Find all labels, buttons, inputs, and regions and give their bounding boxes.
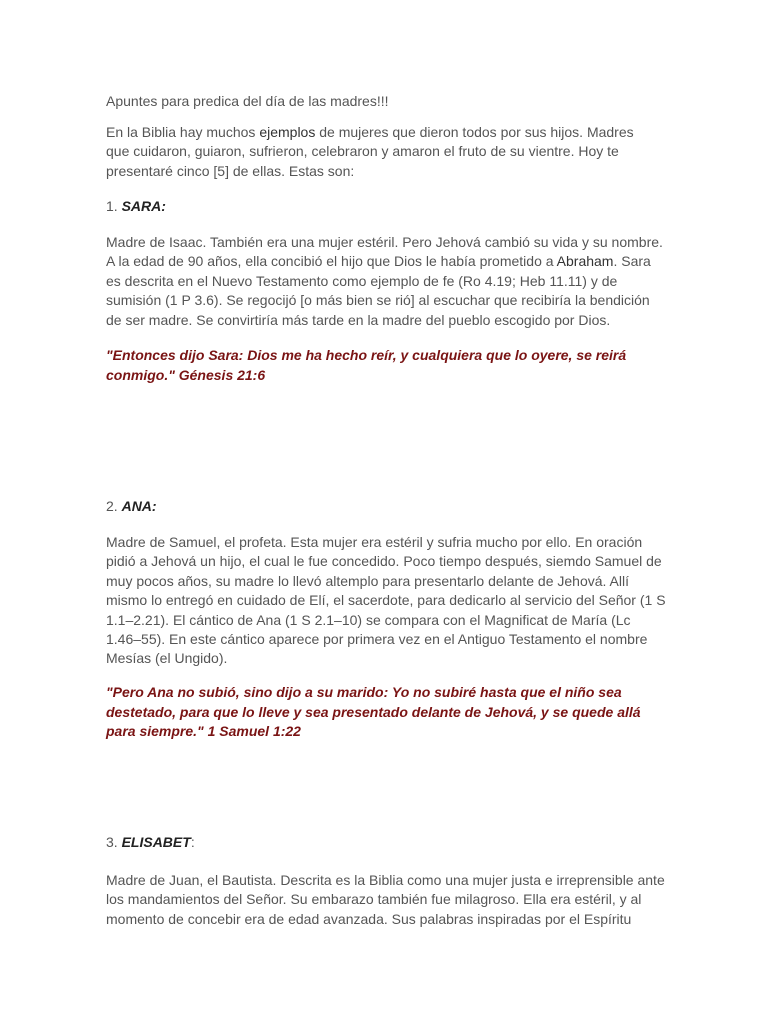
section-number: 1. [106,198,118,214]
body-text-after: . Sara es descrita en el Nuevo Testamento como ejemplo de fe (Ro 4.19; Heb 11.11) y de sumisión (1 P 3.6). Se regocijó [o más bien se rió] al escuchar que recibiría la bendición de ser madre. Se convirtiría más tarde en la madre del pueblo escogido por Dios. [106,253,651,328]
intro-highlight-link[interactable]: ejemplos [259,124,316,140]
title-text: Apuntes para predica del día de las madres!!! [106,93,389,109]
body-text: Madre de Isaac. También era una mujer estéril. Pero Jehová cambió su vida y su nombre. A la edad de 90 años, ella concibió el hijo que Dios le había prometido a [106,234,663,270]
section-name-suffix: : [190,834,195,850]
intro-text-after: de mujeres que dieron todos por sus hijos. Madres que cuidaron, guiaron, sufrieron, celebraron y amaron el fruto de su vientre. Hoy te presentaré cinco [5] de ellas. Estas son: [106,124,634,179]
section-name: SARA: [121,198,166,214]
intro-paragraph [106,123,666,181]
body-highlight-link[interactable]: Abraham [556,253,614,270]
section-number: 2. [106,498,118,514]
section-quote-ana: "Pero Ana no subió, sino dijo a su marido: Yo no subiré hasta que el niño sea destetado, para que lo lleve y sea presentado delante de Jehová, y se quede allá para siempre." 1 Samuel 1:22 [106,684,641,739]
section-heading-elisabet [106,833,195,852]
section-body-sara [106,233,666,330]
intro-text-before: En la Biblia hay muchos [106,124,260,140]
section-quote-sara: "Entonces dijo Sara: Dios me ha hecho reír, y cualquiera que lo oyere, se reirá conmigo." Génesis 21:6 [106,347,627,383]
section-heading-ana [106,497,157,516]
section-number: 3. [106,834,118,850]
section-body-ana: Madre de Samuel, el profeta. Esta mujer era estéril y sufria mucho por ello. En oración pidió a Jehová un hijo, el cual le fue concedido. Poco tiempo después, siemdo Samuel de muy pocos años, su madre lo llevó altemplo para presentarlo delante de Jehová. Allí mismo lo entregó en cuidado de Elí, el sacerdote, para dedicarlo al servicio del Señor (1 S 1.1–2.21). El cántico de Ana (1 S 2.1–10) se compara con el Magnificat de María (Lc 1.46–55). En este cántico aparece por primera vez en el Antiguo Testamento el nombre Mesías (el Ungido). [106,534,666,667]
section-heading-sara [106,197,166,216]
section-name: ANA: [121,498,157,514]
section-name: ELISABET [121,834,191,850]
section-body-elisabet: Madre de Juan, el Bautista. Descrita es la Biblia como una mujer justa e irreprensible ante los mandamientos del Señor. Su embarazo también fue milagroso. Ella era estéril, y al momento de concebir era de edad avanzada. Sus palabras inspiradas por el Espíritu [106,872,665,927]
document-title [106,92,389,111]
